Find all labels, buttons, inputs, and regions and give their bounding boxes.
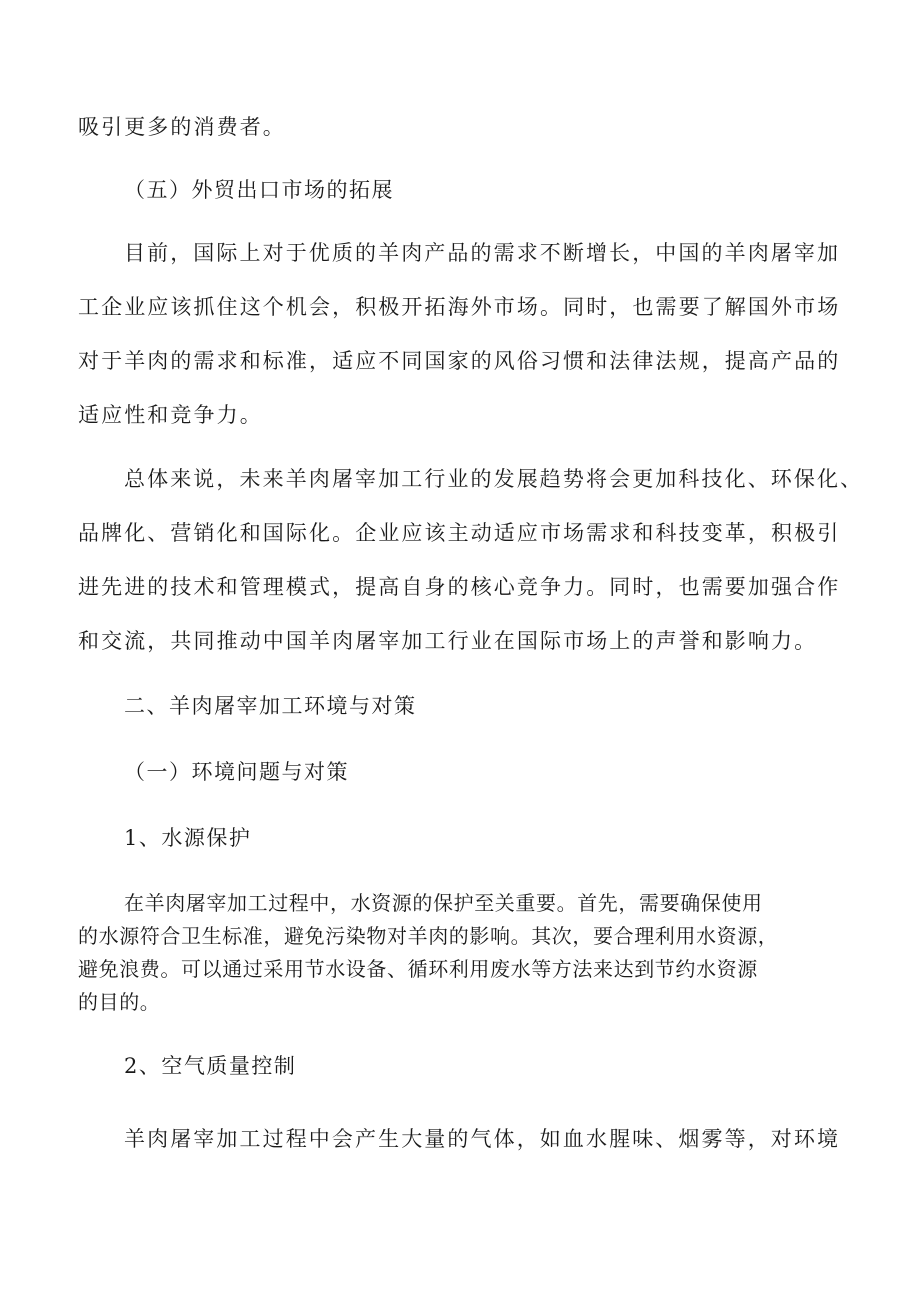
paragraph-line: 总体来说，未来羊肉屠宰加工行业的发展趋势将会更加科技化、环保化、 [124,467,864,491]
paragraph-line: 工企业应该抓住这个机会，积极开拓海外市场。同时，也需要了解国外市场 [78,295,841,319]
paragraph-line: 羊肉屠宰加工过程中会产生大量的气体，如血水腥味、烟雾等，对环境 [124,1127,841,1151]
paragraph-line: 品牌化、营销化和国际化。企业应该主动适应市场需求和科技变革，积极引 [78,521,841,545]
chapter-heading: 二、羊肉屠宰加工环境与对策 [124,694,417,718]
paragraph-line: 吸引更多的消费者。 [78,115,286,139]
paragraph-line: 适应性和竞争力。 [78,403,263,427]
paragraph-line: 的目的。 [78,990,161,1014]
subsection-heading: 1、水源保护 [124,826,252,850]
paragraph-line: 的水源符合卫生标准，避免污染物对羊肉的影响。其次，要合理利用水资源， [78,924,779,948]
paragraph-line: 目前，国际上对于优质的羊肉产品的需求不断增长，中国的羊肉屠宰加 [124,241,841,265]
paragraph-line: 避免浪费。可以通过采用节水设备、循环利用废水等方法来达到节约水资源 [78,957,758,981]
section-heading: （五）外贸出口市场的拓展 [124,178,394,202]
section-heading: （一）环境问题与对策 [124,760,349,784]
paragraph-line: 在羊肉屠宰加工过程中，水资源的保护至关重要。首先，需要确保使用 [124,891,763,915]
paragraph-line: 和交流，共同推动中国羊肉屠宰加工行业在国际市场上的声誉和影响力。 [78,629,818,653]
paragraph-line: 进先进的技术和管理模式，提高自身的核心竞争力。同时，也需要加强合作 [78,575,841,599]
subsection-heading: 2、空气质量控制 [124,1054,297,1078]
paragraph-line: 对于羊肉的需求和标准，适应不同国家的风俗习惯和法律法规，提高产品的 [78,349,841,373]
